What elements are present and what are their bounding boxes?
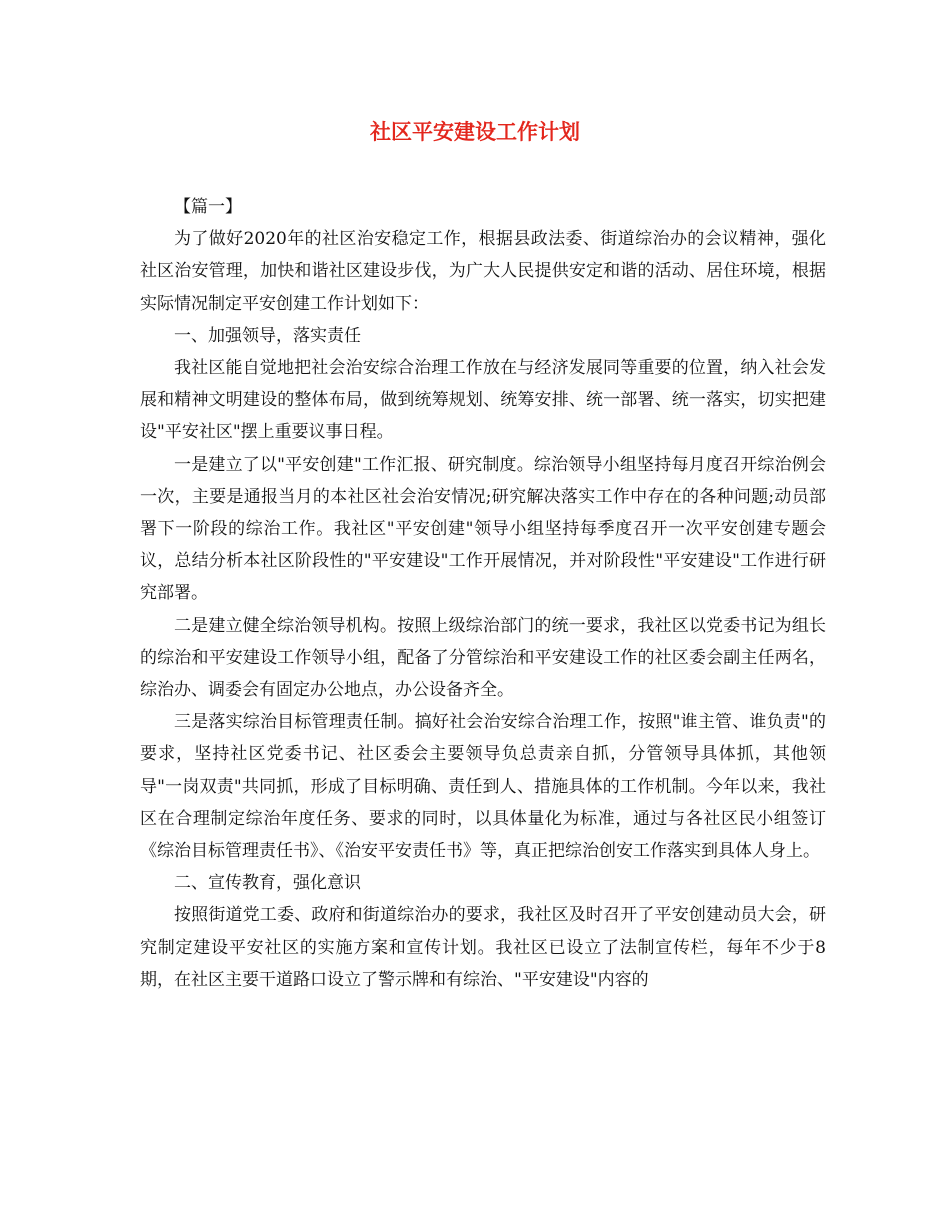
section-tag: 【篇一】 (174, 197, 242, 217)
body-paragraph: 我社区能自觉地把社会治安综合治理工作放在与经济发展同等重要的位置，纳入社会发展和精神文明建设的整体布局，做到统筹规划、统筹安排、统一部署、统一落实，切实把建设"平安社区"摆上重要议事日程。 (140, 358, 826, 443)
body-paragraph: 三是落实综治目标管理责任制。搞好社会治安综合治理工作，按照"谁主管、谁负责"的要求，坚持社区党委书记、社区委会主要领导负总责亲自抓，分管领导具体抓，其他领导"一岗双责"共同抓，形成了目标明确、责任到人、措施具体的工作机制。今年以来，我社区在合理制定综治年度任务、要求的同时，以具体量化为标准，通过与各社区民小组签订《综治目标管理责任书》、《治安平安责任书》等，真正把综治创安工作落实到具体人身上。 (140, 712, 826, 862)
document-title: 社区平安建设工作计划 (370, 119, 580, 144)
body-paragraph: 一是建立了以"平安创建"工作汇报、研究制度。综治领导小组坚持每月度召开综治例会一次，主要是通报当月的本社区社会治安情况;研究解决落实工作中存在的各种问题;动员部署下一阶段的综治工作。我社区"平安创建"领导小组坚持每季度召开一次平安创建专题会议，总结分析本社区阶段性的"平安建设"工作开展情况，并对阶段性"平安建设"工作进行研究部署。 (140, 454, 826, 604)
body-paragraph: 按照街道党工委、政府和街道综治办的要求，我社区及时召开了平安创建动员大会，研究制定建设平安社区的实施方案和宣传计划。我社区已设立了法制宣传栏，每年不少于8期，在社区主要干道路口设立了警示牌和有综治、"平安建设"内容的 (140, 905, 826, 990)
section-heading: 二、宣传教育，强化意识 (174, 873, 361, 894)
body-paragraph: 二是建立健全综治领导机构。按照上级综治部门的统一要求，我社区以党委书记为组长的综治和平安建设工作领导小组，配备了分管综治和平安建设工作的社区委会副主任两名，综治办、调委会有固定办公地点，办公设备齐全。 (140, 615, 826, 701)
body-paragraph: 为了做好2020年的社区治安稳定工作，根据县政法委、街道综治办的会议精神，强化社区治安管理，加快和谐社区建设步伐，为广大人民提供安定和谐的活动、居住环境，根据实际情况制定平安创建工作计划如下： (140, 229, 826, 314)
document-body (140, 191, 826, 996)
section-heading: 一、加强领导，落实责任 (174, 325, 361, 346)
